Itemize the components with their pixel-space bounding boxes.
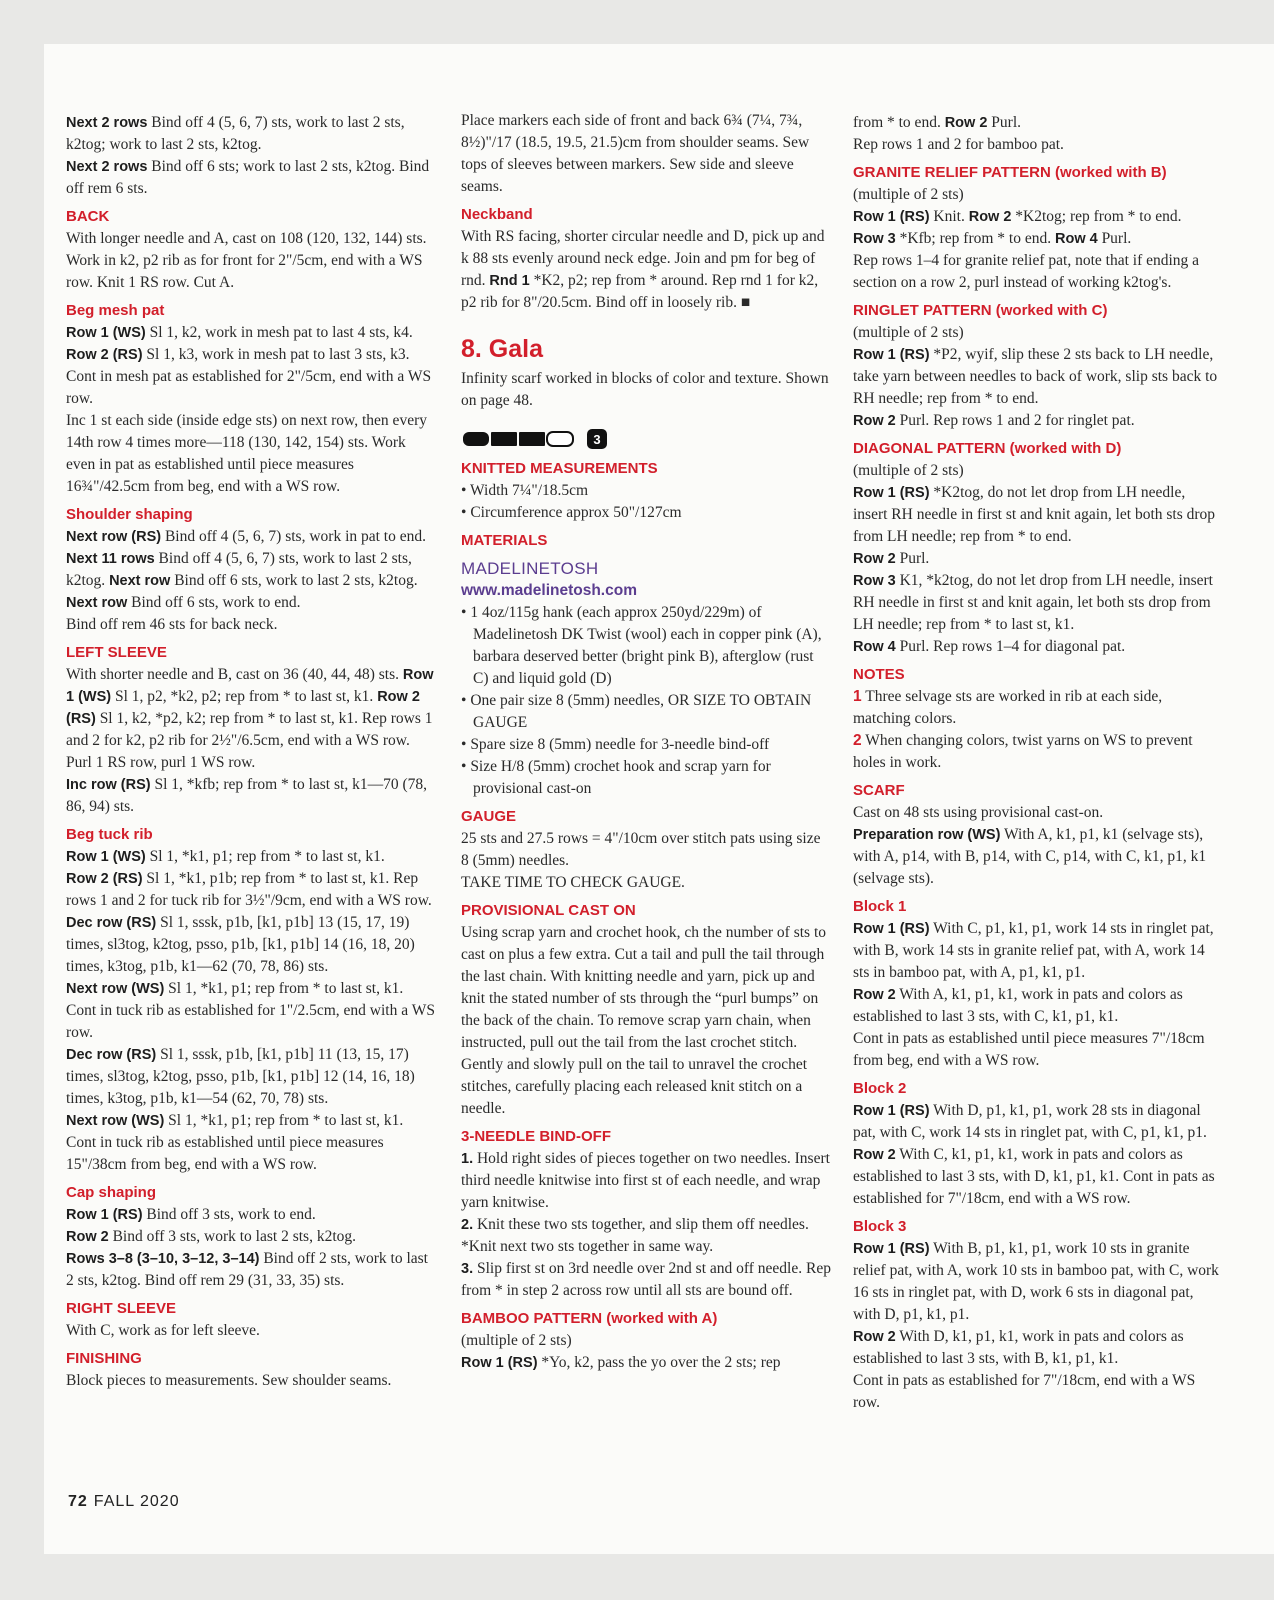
text-run: Purl. [895,550,930,567]
text-run: With A, k1, p1, k1 (selvage sts), with A, p14, with B, p14, with C, p14, with C, k1, p1, k1 (selvage sts). [853,826,1207,887]
text-run: Knit. [929,208,969,225]
paragraph [66,1226,436,1248]
bullet-list [461,480,831,524]
paragraph [66,1248,436,1292]
text-run: With D, p1, k1, p1, work 28 sts in diagonal pat, with C, work 14 sts in ringlet pat, with C, p1, k1, p1. [853,1102,1207,1141]
text-run: Sl 1, k3, work in mesh pat to last 3 sts, k3. Cont in mesh pat as established for 2"/5cm, end with a WS row. [66,346,432,407]
paragraph [66,1370,436,1392]
text-run: Sl 1, *k1, p1b; rep from * to last st, k1. Rep rows 1 and 2 for tuck rib for 3½"/9cm, end with a WS row. [66,870,432,909]
paragraph [66,1320,436,1342]
row-label: Row 2 [853,1329,896,1345]
skill-segment-empty [547,432,573,446]
text-run: Cont in pats as established for 7"/18cm, end with a WS row. [853,1372,1196,1411]
text-run: from * to end. [853,114,945,131]
note-number: 2 [853,732,862,749]
paragraph [66,592,436,614]
skill-bar-icon [461,426,621,452]
text-run: Purl. Rep rows 1–4 for diagonal pat. [895,638,1126,655]
paragraph [66,614,436,636]
text-run: Bind off 3 sts, work to end. [142,1206,316,1223]
text-run: With A, k1, p1, k1, work in pats and colors as established to last 3 sts, with C, k1, p1, k1. [853,986,1183,1025]
paragraph [853,824,1223,890]
paragraph [461,828,831,872]
text-run: (multiple of 2 sts) [461,1332,572,1349]
text-run: Place markers each side of front and back 6¾ (7¼, 7¾, 8½)"/17 (18.5, 19.5, 21.5)cm from shoulder seams. Sew tops of sleeves between markers. Sew side and sleeve seams. [461,112,810,195]
text-run: Bind off 6 sts, work to end. [127,594,301,611]
row-label: 2. [461,1217,474,1233]
section-heading: SCARF [853,782,905,799]
text-run: When changing colors, twist yarns on WS to prevent holes in work. [853,732,1193,771]
list-item: • One pair size 8 (5mm) needles, OR SIZE TO OBTAIN GAUGE [461,690,831,734]
row-label: Row 1 (WS) [66,849,146,865]
list-item: • Circumference approx 50"/127cm [461,502,831,524]
subsection-heading: Block 2 [853,1080,907,1097]
row-label: Row 1 (RS) [66,1207,143,1223]
row-label: Dec row (RS) [66,1047,157,1063]
paragraph [853,730,1223,774]
column-left [66,112,436,1392]
paragraph [853,134,1223,156]
list-item: • Spare size 8 (5mm) needle for 3-needle bind-off [461,734,831,756]
text-run: Bind off 6 sts; work to last 2 sts, k2tog. Bind off rem 6 sts. [66,158,430,197]
row-label: Row 4 [1054,231,1098,247]
row-label: Dec row (RS) [66,915,157,931]
subsection-heading: Shoulder shaping [66,506,193,523]
paragraph [66,526,436,592]
row-label: Row 1 (RS) [853,1103,930,1119]
subsection-heading: Block 3 [853,1218,907,1235]
row-label: Row 2 [66,1229,109,1245]
paragraph [66,912,436,978]
section-heading: PROVISIONAL CAST ON [461,902,636,919]
text-run: With C, work as for left sleeve. [66,1322,260,1339]
text-run: Block pieces to measurements. Sew shoulder seams. [66,1372,392,1389]
paragraph [853,570,1223,636]
text-run: Sl 1, k2, work in mesh pat to last 4 sts, k4. [145,324,413,341]
page-footer [68,1493,180,1511]
paragraph [461,1258,831,1302]
row-label: Row 2 [968,209,1012,225]
paragraph [853,460,1223,482]
text-run: Sl 1, *kfb; rep from * to last st, k1—70 (78, 86, 94) sts. [66,776,427,815]
subsection-heading: Beg tuck rib [66,826,153,843]
text-run: *K2tog; rep from * to end. [1011,208,1182,225]
paragraph [853,1238,1223,1326]
text-run: *Yo, k2, pass the yo over the 2 sts; rep [537,1354,781,1371]
paragraph [66,1110,436,1176]
paragraph [853,984,1223,1028]
text-run: (multiple of 2 sts) [853,186,964,203]
row-label: 3. [461,1261,474,1277]
text-run: Bind off 6 sts, work to last 2 sts, k2tog. [170,572,418,589]
paragraph [853,1370,1223,1414]
text-run: Bind off rem 46 sts for back neck. [66,616,278,633]
text-run: With C, k1, p1, k1, work in pats and colors as established to last 3 sts, with D, k1, p1, k1. Cont in pats as established for 7"/18cm, end with a WS row. [853,1146,1215,1207]
section-heading: GRANITE RELIEF PATTERN (worked with B) [853,164,1167,181]
subsection-heading: Beg mesh pat [66,302,165,319]
magazine-page [44,44,1274,1554]
text-run: Infinity scarf worked in blocks of color and texture. Shown on page 48. [461,370,829,409]
paragraph [66,1204,436,1226]
text-run: Sl 1, *k1, p1; rep from * to last st, k1. Cont in tuck rib as established until piece measures 15"/38cm from beg, end with a WS row. [66,1112,404,1173]
section-heading: BACK [66,208,110,225]
vendor-url: www.madelinetosh.com [461,582,637,599]
row-label: Row 2 [944,115,988,131]
skill-segment-filled [519,432,545,446]
row-label: Row 1 (RS) [853,347,930,363]
paragraph [853,686,1223,730]
subsection-heading: Cap shaping [66,1184,157,1201]
paragraph [853,918,1223,984]
paragraph [853,1028,1223,1072]
section-heading: DIAGONAL PATTERN (worked with D) [853,440,1122,457]
row-label: Row 1 (RS) [853,209,930,225]
paragraph [66,1044,436,1110]
paragraph [853,344,1223,410]
paragraph [66,228,436,294]
text-run: Three selvage sts are worked in rib at each side, matching colors. [853,688,1163,727]
text-run: Hold right sides of pieces together on two needles. Insert third needle knitwise into first st of each needle, and wrap yarn knitwise. [461,1150,830,1211]
paragraph [66,774,436,818]
section-heading: RIGHT SLEEVE [66,1300,177,1317]
paragraph [853,228,1223,250]
section-heading: LEFT SLEEVE [66,644,167,661]
text-run: K1, *k2tog, do not let drop from LH needle, insert RH needle in first st and knit again, let both sts drop from LH needle; rep from * to last st, k1. [853,572,1213,633]
column-middle [461,110,831,1374]
text-run: Knit these two sts together, and slip them off needles. *Knit next two sts together in same way. [461,1216,809,1255]
row-label: 1. [461,1151,474,1167]
section-heading: MATERIALS [461,532,548,549]
text-run: Cont in pats as established until piece measures 7"/18cm from beg, end with a WS row. [853,1030,1205,1069]
paragraph [853,410,1223,432]
paragraph [853,636,1223,658]
paragraph [461,110,831,198]
text-run: Inc 1 st each side (inside edge sts) on next row, then every 14th row 4 times more—118 (130, 142, 154) sts. Work even in pat as established until piece measures 16¾"/42.5cm from beg, end with a WS row. [66,412,427,495]
skill-level-indicator [461,426,831,452]
row-label: Row 2 (RS) [66,347,143,363]
paragraph [66,112,436,156]
issue-label: FALL 2020 [93,1493,180,1510]
row-label: Row 1 (WS) [66,325,146,341]
paragraph [853,1326,1223,1370]
row-label: Row 2 [853,551,896,567]
row-label: Rnd 1 [489,273,530,289]
paragraph [853,184,1223,206]
text-run: Rep rows 1 and 2 for bamboo pat. [853,136,1064,153]
text-run: *K2, p2; rep from * around. Rep rnd 1 for k2, p2 rib for 8"/20.5cm. Bind off in loosely rib. ■ [461,272,819,311]
paragraph [66,868,436,912]
text-run: With B, p1, k1, p1, work 10 sts in granite relief pat, with A, work 10 sts in bamboo pat, with C, work 16 sts in ringlet pat, with D, work 6 sts in diagonal pat, with D, p1, k1, p1. [853,1240,1219,1323]
paragraph [853,112,1223,134]
text-run: Purl. Rep rows 1 and 2 for ringlet pat. [895,412,1135,429]
text-run: Purl. [987,114,1021,131]
text-run: *Kfb; rep from * to end. [895,230,1055,247]
text-run: Slip first st on 3rd needle over 2nd st and off needle. Rep from * in step 2 across row until all sts are bound off. [461,1260,831,1299]
paragraph [461,1148,831,1214]
paragraph [461,226,831,314]
text-run: 25 sts and 27.5 rows = 4"/10cm over stitch pats using size 8 (5mm) needles. [461,830,821,869]
row-label: Next 2 rows [66,159,148,175]
row-label: Row 2 (RS) [66,871,143,887]
paragraph [853,802,1223,824]
text-run: Purl 1 RS row, purl 1 WS row. [66,754,256,771]
text-run: Rep rows 1–4 for granite relief pat, note that if ending a section on a row 2, purl instead of working k2tog's. [853,252,1200,291]
row-label: Next 11 rows [66,551,155,567]
section-heading: 3-NEEDLE BIND-OFF [461,1128,611,1145]
paragraph [66,322,436,410]
row-label: Next 2 rows [66,115,148,131]
paragraph [461,368,831,412]
skill-segment-filled [491,432,517,446]
row-label: Row 2 (RS) [66,689,420,727]
text-run: Sl 1, *k1, p1; rep from * to last st, k1. Cont in tuck rib as established for 1"/2.5cm, end with a WS row. [66,980,435,1041]
row-label: Inc row (RS) [66,777,151,793]
subsection-heading: Neckband [461,206,533,223]
text-run: Purl. [1097,230,1132,247]
text-run: With D, k1, p1, k1, work in pats and colors as established to last 3 sts, with B, k1, p1, k1. [853,1328,1184,1367]
row-label: Row 3 [853,573,896,589]
paragraph [66,664,436,752]
list-item: • 1 4oz/115g hank (each approx 250yd/229m) of Madelinetosh DK Twist (wool) each in copper pink (A), barbara deserved better (bright pink B), afterglow (rust C) and liquid gold (D) [461,602,831,690]
paragraph [66,752,436,774]
section-heading: RINGLET PATTERN (worked with C) [853,302,1108,319]
text-run: With shorter needle and B, cast on 36 (40, 44, 48) sts. [66,666,403,683]
section-heading: BAMBOO PATTERN (worked with A) [461,1310,718,1327]
paragraph [66,156,436,200]
text-run: Sl 1, sssk, p1b, [k1, p1b] 13 (15, 17, 19) times, sl3tog, k2tog, psso, p1b, [k1, p1b] 14 (16, 18, 20) times, k3tog, p1b, k1—62 (70, 78, 86) sts. [66,914,415,975]
paragraph [853,1100,1223,1210]
note-number: 1 [853,688,862,705]
text-run: Bind off 4 (5, 6, 7) sts, work to last 2 sts, k2tog. [66,550,412,589]
paragraph [853,206,1223,228]
paragraph [66,846,436,868]
text-run: Cast on 48 sts using provisional cast-on. [853,804,1104,821]
paragraph [461,1214,831,1258]
section-heading: NOTES [853,666,905,683]
row-label: Preparation row (WS) [853,827,1001,843]
paragraph [853,250,1223,294]
row-label: Next row (WS) [66,1113,165,1129]
text-run: *K2tog, do not let drop from LH needle, insert RH needle in first st and knit again, let both sts drop from LH needle; rep from * to end. [853,484,1216,545]
text-run: Bind off 2 sts, work to last 2 sts, k2tog. Bind off rem 29 (31, 33, 35) sts. [66,1250,428,1289]
skill-segment-filled [463,432,489,446]
subsection-heading: Block 1 [853,898,907,915]
paragraph [461,1330,831,1352]
section-heading: GAUGE [461,808,517,825]
row-label: Next row [109,573,171,589]
paragraph [461,872,831,894]
column-right [853,112,1223,1414]
row-label: Row 1 (RS) [461,1355,538,1371]
text-run: Sl 1, sssk, p1b, [k1, p1b] 11 (13, 15, 17) times, sl3tog, k2tog, psso, p1b, [k1, p1b] 12 (14, 16, 18) times, k3tog, p1b, k1—54 (62, 70, 78) sts. [66,1046,415,1107]
text-run: With RS facing, shorter circular needle and D, pick up and k 88 sts evenly around neck edge. Join and pm for beg of rnd. [461,228,825,289]
paragraph [853,548,1223,570]
text-run: Using scrap yarn and crochet hook, ch the number of sts to cast on plus a few extra. Cut a tail and pull the tail through the last chain. With knitting needle and yarn, pick up and knit the stated number of sts through the “purl bumps” on the back of the chain. To remove scrap yarn chain, when instructed, pull out the tail from the last crochet stitch. Gently and slowly pull on the tail to unravel the crochet stitches, carefully placing each released knit stitch on a needle. [461,924,827,1117]
paragraph [461,1352,831,1374]
section-heading: KNITTED MEASUREMENTS [461,460,658,477]
list-item: • Width 7¼"/18.5cm [461,480,831,502]
row-label: Row 2 [853,987,896,1003]
text-run: Sl 1, k2, *p2, k2; rep from * to last st, k1. Rep rows 1 and 2 for k2, p2 rib for 2½"/6.5cm, end with a WS row. [66,710,433,749]
pattern-title: 8. Gala [461,335,543,363]
text-run: Bind off 3 sts, work to last 2 sts, k2tog. [108,1228,356,1245]
row-label: Row 2 [853,1147,896,1163]
yarn-vendor: MADELINETOSH [461,559,599,578]
text-run: With C, p1, k1, p1, work 14 sts in ringlet pat, with B, work 14 sts in granite relief pat, with A, work 14 sts in bamboo pat, with A, p1, k1, p1. [853,920,1214,981]
row-label: Row 4 [853,639,896,655]
list-item: • Size H/8 (5mm) crochet hook and scrap yarn for provisional cast-on [461,756,831,800]
row-label: Row 1 (WS) [66,667,434,705]
paragraph [66,410,436,498]
text-run: Sl 1, p2, *k2, p2; rep from * to last st, k1. [111,688,378,705]
row-label: Row 3 [853,231,896,247]
page-number: 72 [68,1493,88,1510]
text-run: Bind off 4 (5, 6, 7) sts, work in pat to end. [161,528,426,545]
skill-number: 3 [593,432,601,447]
bullet-list [461,602,831,800]
paragraph [853,482,1223,548]
text-run: TAKE TIME TO CHECK GAUGE. [461,874,685,891]
paragraph [853,322,1223,344]
row-label: Row 2 [853,413,896,429]
row-label: Row 1 (RS) [853,485,930,501]
row-label: Next row (WS) [66,981,165,997]
row-label: Row 1 (RS) [853,921,930,937]
row-label: Next row [66,595,128,611]
text-run: *P2, wyif, slip these 2 sts back to LH needle, take yarn between needles to back of work, slip sts back to RH needle; rep from * to end. [853,346,1218,407]
row-label: Rows 3–8 (3–10, 3–12, 3–14) [66,1251,260,1267]
text-run: Bind off 4 (5, 6, 7) sts, work to last 2 sts, k2tog; work to last 2 sts, k2tog. [66,114,405,153]
row-label: Row 1 (RS) [853,1241,930,1257]
text-run: (multiple of 2 sts) [853,462,964,479]
row-label: Next row (RS) [66,529,162,545]
text-run: Sl 1, *k1, p1; rep from * to last st, k1. [145,848,385,865]
text-run: (multiple of 2 sts) [853,324,964,341]
paragraph [66,978,436,1044]
paragraph [461,922,831,1120]
section-heading: FINISHING [66,1350,142,1367]
text-run: With longer needle and A, cast on 108 (120, 132, 144) sts. Work in k2, p2 rib as for front for 2"/5cm, end with a WS row. Knit 1 RS row. Cut A. [66,230,427,291]
